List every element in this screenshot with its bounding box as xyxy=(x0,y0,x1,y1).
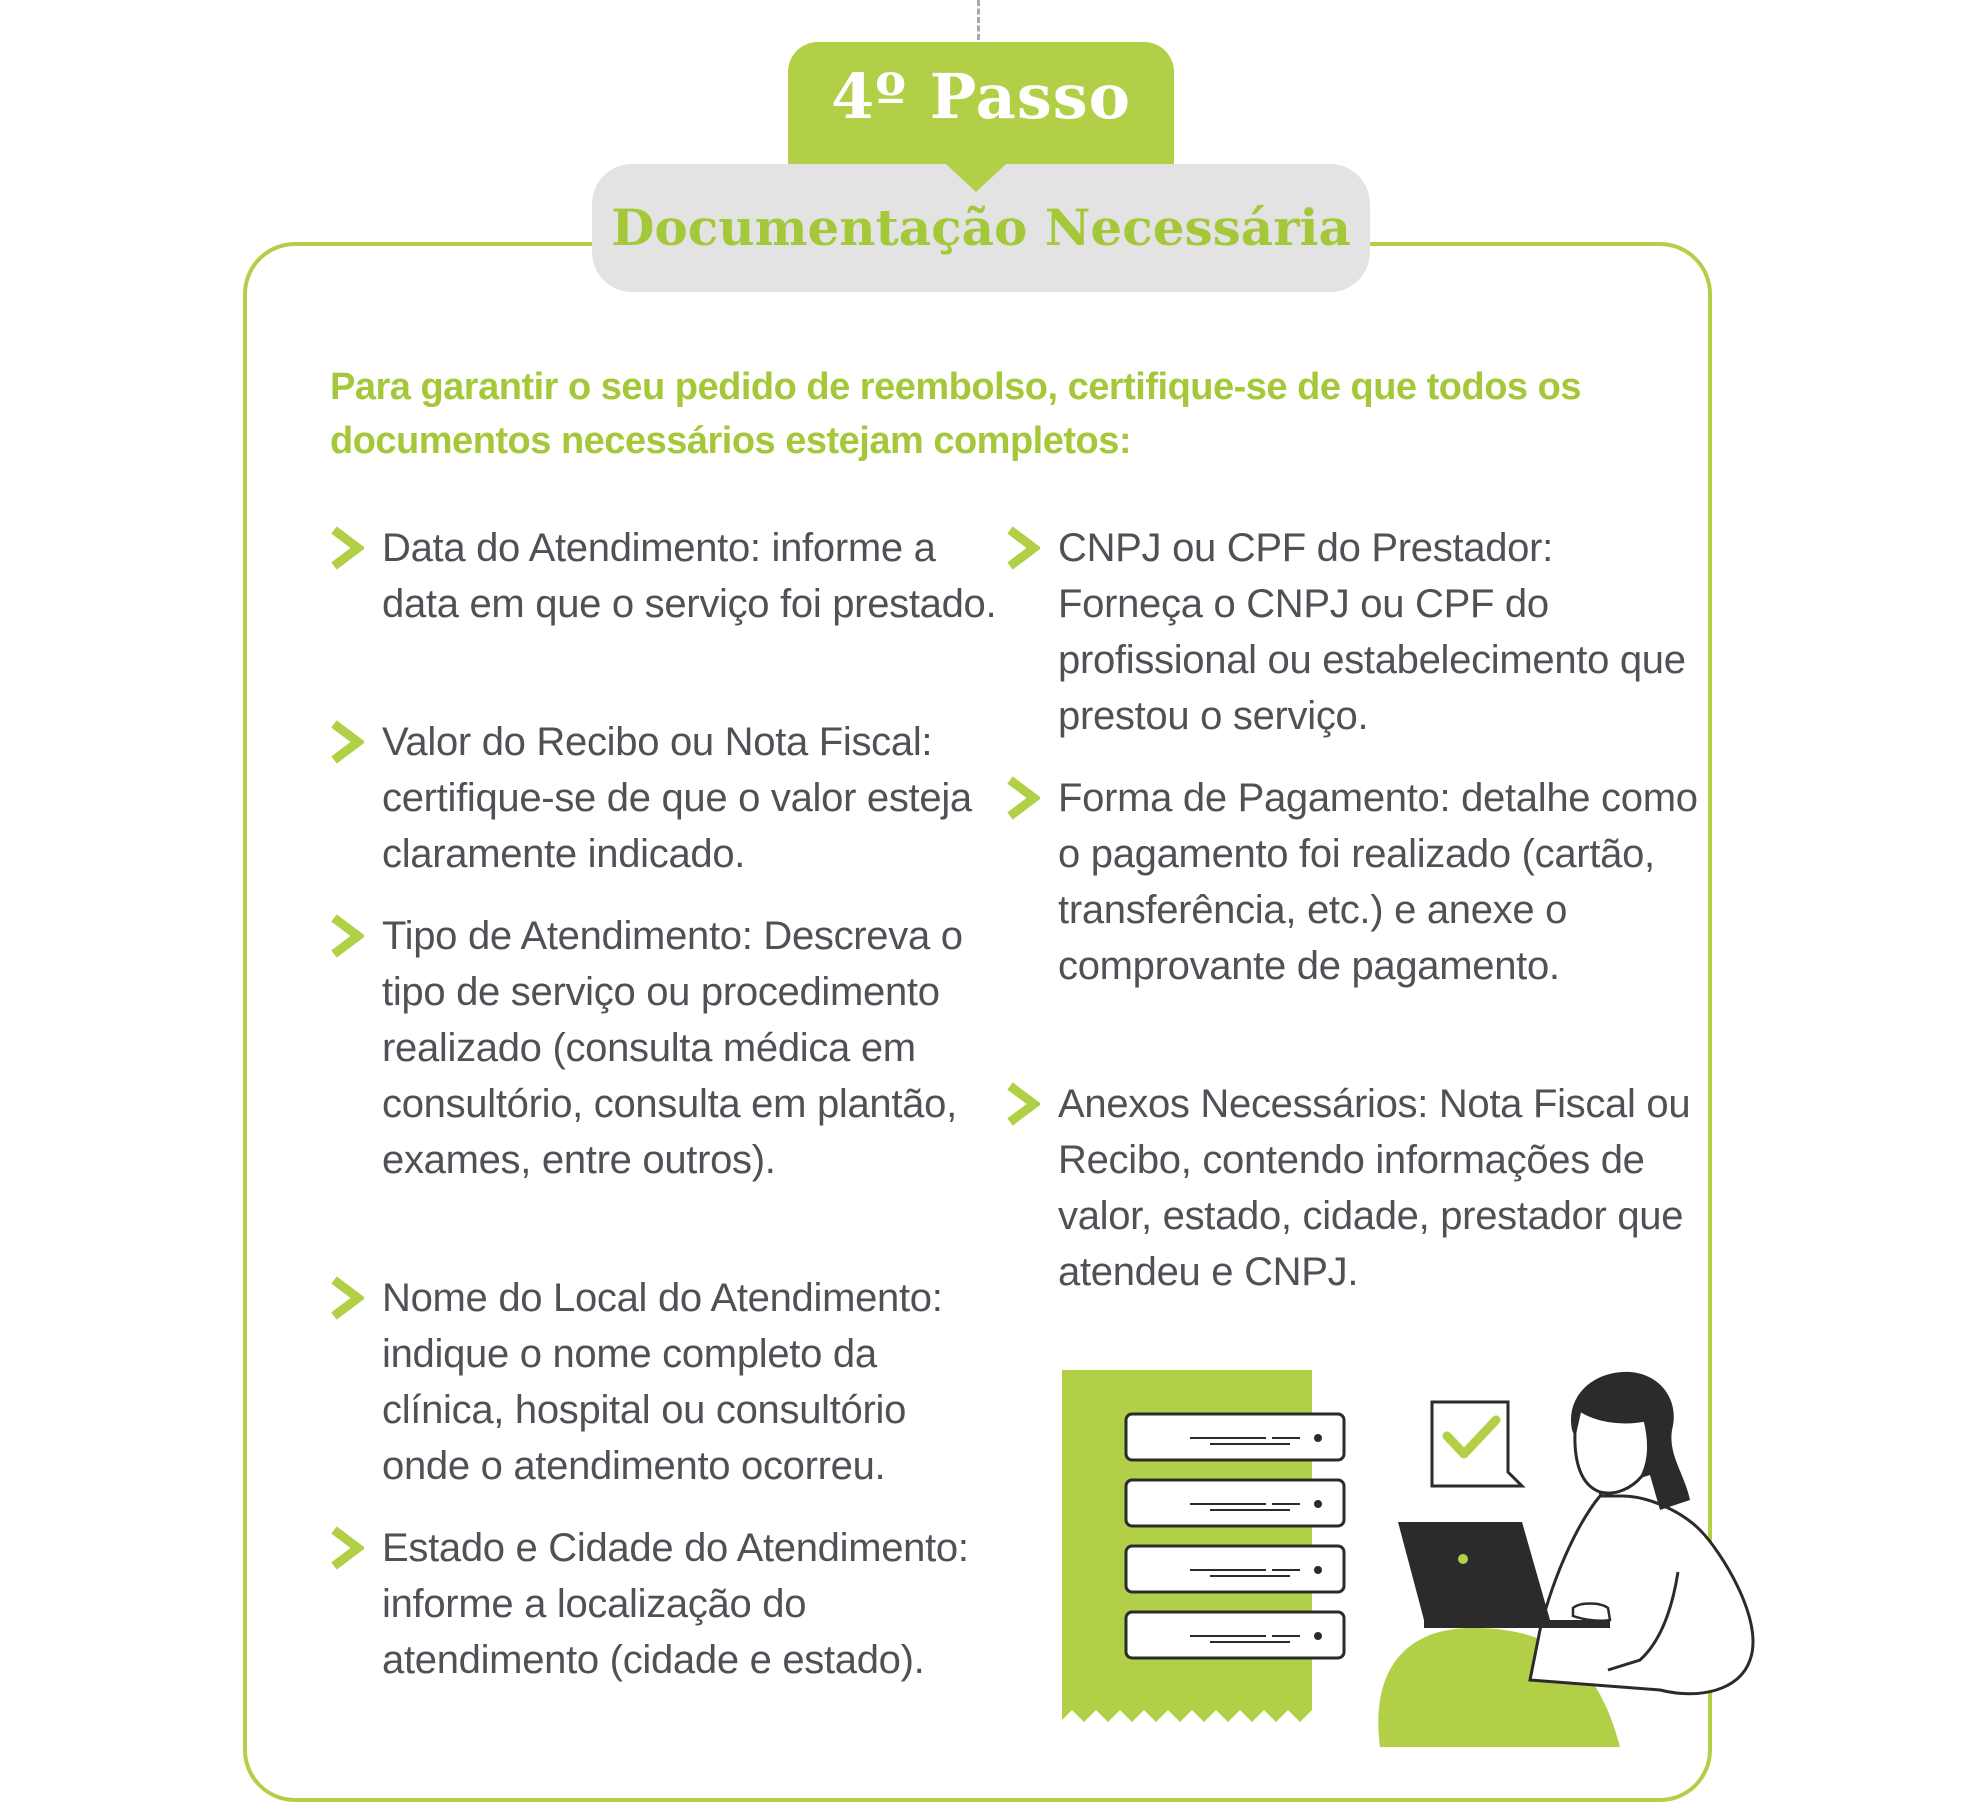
list-item-forma-pagamento: Forma de Pagamento: detalhe como o pagamento foi realizado (cartão, transferência, etc.) e anexe o comprovante de pagamento. xyxy=(1058,776,1698,988)
list-item-anexos: Anexos Necessários: Nota Fiscal ou Recibo, contendo informações de valor, estado, cidade, prestador que atendeu e CNPJ. xyxy=(1058,1082,1691,1294)
chevron-right-icon xyxy=(1006,1082,1040,1126)
chevron-right-icon xyxy=(330,526,364,570)
step-title: 4º Passo xyxy=(830,60,1132,133)
dashed-connector xyxy=(977,0,980,40)
list-item-cnpj-cpf: CNPJ ou CPF do Prestador: Forneça o CNPJ ou CPF do profissional ou estabelecimento que prestou o serviço. xyxy=(1058,526,1686,738)
list-item-tipo-atendimento: Tipo de Atendimento: Descreva o tipo de serviço ou procedimento realizado (consulta médica em consultório, consulta em plantão, exames, entre outros). xyxy=(382,914,963,1182)
reimbursement-illustration xyxy=(1060,1370,1760,1747)
list-item-estado-cidade: Estado e Cidade do Atendimento: informe a localização do atendimento (cidade e estado). xyxy=(382,1526,969,1682)
chevron-right-icon xyxy=(330,1276,364,1320)
list-item-data-atendimento: Data do Atendimento: informe a data em que o serviço foi prestado. xyxy=(382,526,997,626)
chevron-right-icon xyxy=(330,720,364,764)
chevron-right-icon xyxy=(1006,526,1040,570)
intro-text: Para garantir o seu pedido de reembolso, certifique-se de que todos os documentos necessários estejam completos: xyxy=(330,366,1581,462)
section-title: Documentação Necessária xyxy=(611,198,1351,257)
list-item-valor-recibo: Valor do Recibo ou Nota Fiscal: certifique-se de que o valor esteja claramente indicado. xyxy=(382,720,972,876)
chevron-right-icon xyxy=(1006,776,1040,820)
chevron-right-icon xyxy=(330,1526,364,1570)
step-pointer xyxy=(946,164,1006,192)
checkmark-icon xyxy=(1432,1402,1522,1486)
list-item-local-atendimento: Nome do Local do Atendimento: indique o nome completo da clínica, hospital ou consultório onde o atendimento ocorreu. xyxy=(382,1276,943,1488)
chevron-right-icon xyxy=(330,914,364,958)
